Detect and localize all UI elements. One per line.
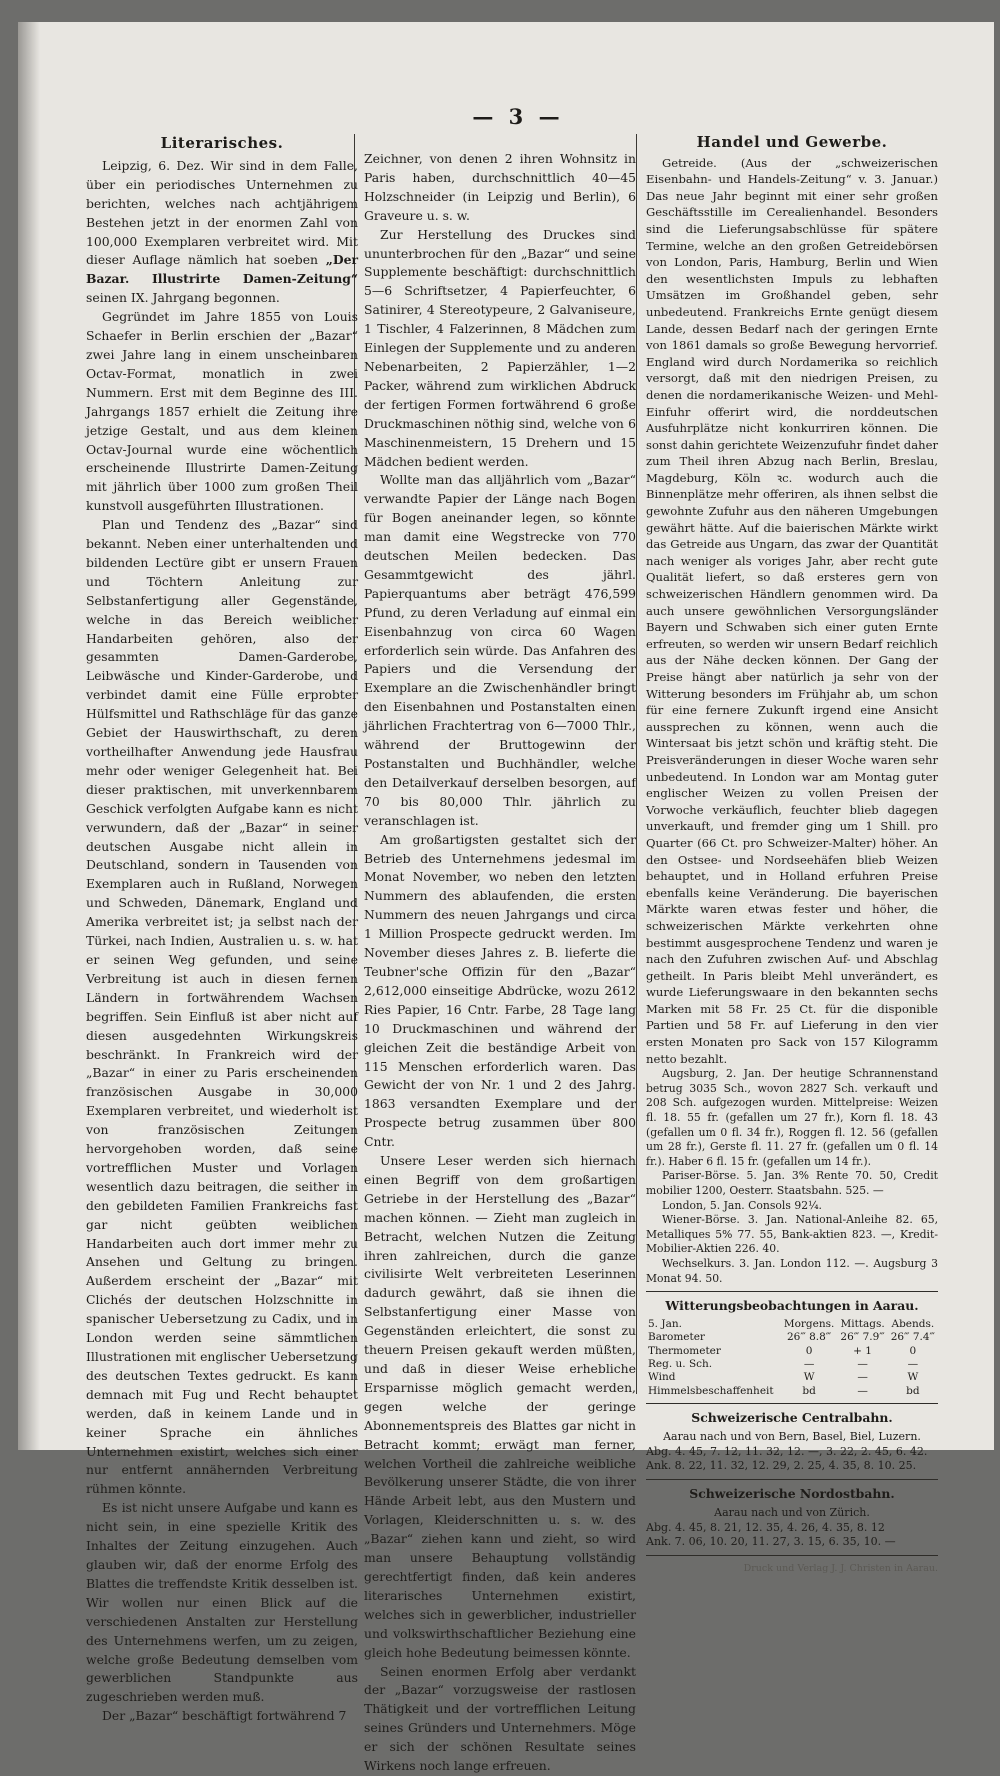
arrivals: Ank. 7. 06, 10. 20, 11. 27, 3. 15, 6. 35, 10. — [646, 1535, 896, 1549]
section-heading: Literarisches. [160, 134, 284, 152]
column-bazar-continued [364, 150, 636, 1776]
railway-route: Aarau nach und von Zürich. [714, 1505, 870, 1519]
paragraph: Getreide. (Aus der „schweizerischen Eisenbahn- und Handels-Zeitung“ v. 3. Januar.) Das neue Jahr beginnt mit einer sehr großen Geschäftsstille im Cerealienhandel. Besonders sind die Lieferungsabschlüsse für spätere Termine, welche an den großen Getreidebörsen von London, Paris, Hamburg, Berlin und Wien den wesentlichsten Impuls zu lebhaften Umsätzen im Großhandel geben, sehr unbedeutend. Frankreichs Ernte genügt diesem Lande, dessen Bedarf nach der geringen Ernte von 1861 damals so große Bewegung hervorrief. England wird durch Nordamerika so reichlich versorgt, daß mit den niedrigen Preisen, zu denen die nordamerikanische Weizen- und Mehl-Einfuhr offerirt wird, die norddeutschen Ausfuhrplätze nicht konkurriren können. Die sonst dahin gerichtete Weizenzufuhr findet daher zum Theil ihren Abzug nach Berlin, Breslau, Magdeburg, Köln ꝛc. wodurch auch die Binnenplätze mehr offeriren, als ihnen selbst die gewohnte Zufuhr aus den näheren Umgebungen gewährt hätte. Auf die baierischen Märkte wirkt das Getreide aus Ungarn, das zwar der Quantität nach weniger als voriges Jahr, aber recht gute Qualität liefert, so daß ersteres gern von schweizerischen Händlern genommen wird. Da auch unsere gewöhnlichen Versorgungsländer Bayern und Schwaben sich einer guten Ernte erfreuten, so werden wir unsern Bedarf reichlich aus der Nähe decken können. Der Gang der Preise hängt aber natürlich ja sehr von der Witterung besonders im Frühjahr ab, um schon für eine fernere Zukunft irgend eine Ansicht aussprechen zu können, wenn auch die Wintersaat bis jetzt schön und kräftig steht. Die Preisveränderungen in dieser Woche waren sehr unbedeutend. In London war am Montag guter englischer Weizen zu vollen Preisen der Vorwoche verkäuflich, feuchter blieb dagegen unverkauft, und fremder ging um 1 Shill. pro Quarter (66 Ct. pro Schweizer-Malter) höher. An den Ostsee- und Nordseehäfen blieb Weizen behauptet, und in Holland erfuhren Preise ebenfalls keine Veränderung. Die bayerischen Märkte waren etwas fester und höher, die schweizerischen Märkte verkehrten ohne bestimmt ausgesprochene Tendenz und waren je nach den Zufuhren zwischen Auf- und Abschlag getheilt. In Paris bleibt Mehl unverändert, es wurde Lieferungswaare in den bekannten sechs Marken mit 58 Fr. 25 Ct. für die disponible Partien und 58 Fr. auf Lieferung in den vier ersten Monaten pro Sack von 157 Kilogramm netto bezahlt. [646, 155, 938, 1066]
divider [646, 1479, 938, 1480]
paragraph-text: seinen IX. Jahrgang begonnen. [86, 290, 280, 306]
paragraph: Der „Bazar“ beschäftigt fortwährend 7 [102, 1708, 347, 1724]
weather-table [646, 1318, 938, 1398]
railway-title: Schweizerische Nordostbahn. [689, 1486, 895, 1502]
paragraph: Es ist nicht unsere Aufgabe und kann es nicht sein, in eine spezielle Kritik des Inhaltes der Zeitung einzugehen. Auch glauben wir, daß der enorme Erfolg des Blattes die treffendste Kritik desselben ist. Wir wollen nur einen Blick auf die verschiedenen Anstalten zur Herstellung des Unternehmens werfen, um zu zeigen, welche große Bedeutung demselben vom gewerblichen Standpunkte aus zugeschrieben werden muß. [86, 1500, 358, 1705]
railway-route: Aarau nach und von Bern, Basel, Biel, Luzern. [663, 1429, 921, 1443]
weather-cell: bd [802, 1384, 816, 1397]
weather-cell: 0 [909, 1344, 917, 1357]
arrivals: Ank. 8. 22, 11. 32, 12. 29, 2. 25, 4. 35, 8. 10. 25. [646, 1459, 917, 1473]
railway-timetable [646, 1506, 938, 1550]
weather-row [646, 1331, 938, 1344]
weather-title: Witterungsbeobachtungen in Aarau. [665, 1298, 919, 1314]
weather-cell: 26‴ 8.8‴ [786, 1331, 832, 1344]
paragraph: Seinen enormen Erfolg aber verdankt der „Bazar“ vorzugsweise der rastlosen Thätigkeit und der vortrefflichen Leitung seines Gründers und Unternehmers. Möge er sich der schönen Resultate seines Wirkens noch lange erfreuen. [364, 1663, 636, 1774]
paragraph: Plan und Tendenz des „Bazar“ sind bekannt. Neben einer unterhaltenden und bildenden Lectüre gibt er unsern Frauen und Töchtern Anleitung zur Selbstanfertigung aller Gegenstände, welche in das Bereich weiblicher Handarbeiten gehören, also der gesammten Damen-Garderobe, Leibwäsche und Kinder-Garderobe, und verbindet damit eine Fülle erprobter Hülfsmittel und Rathschläge für das ganze Gebiet der Hauswirthschaft, zu deren vortheilhafter Anwendung jede Hausfrau mehr oder weniger Gelegenheit hat. Bei dieser praktischen, mit unverkennbarem Geschick verfolgten Aufgabe kann es nicht verwundern, daß der „Bazar“ in seiner deutschen Ausgabe nicht allein in Deutschland, sondern in Tausenden von Exemplaren auch in Rußland, Norwegen und Schweden, Dänemark, England und Amerika verbreitet ist; ja selbst nach der Türkei, nach Indien, Australien u. s. w. hat er seinen Weg gefunden, und seine Verbreitung ist auch in diesen fernen Ländern in fortwährendem Wachsen begriffen. Sein Einfluß ist aber nicht auf diesen ausgedehnten Wirkungskreis beschränkt. In Frankreich wird der „Bazar“ in einer zu Paris erscheinenden französischen Ausgabe in 30,000 Exemplaren verbreitet, und wiederholt ist von französischen Zeitungen hervorgehoben worden, daß seine vortrefflichen Muster und Vorlagen wesentlich dazu beitragen, die seither in den gebildeten Familien Frankreichs fast gar nicht geübten weiblichen Handarbeiten auch dort immer mehr zu Ansehen und Geltung zu bringen. Außerdem erscheint der „Bazar“ mit Clichés der deutschen Holzschnitte in spanischer Uebersetzung zu Cadix, und in London werden seine sämmtlichen Illustrationen mit englischer Uebersetzung des deutschen Textes gedruckt. Es kann demnach mit Fug und Recht behauptet werden, daß in keinem Lande und in keiner Sprache ein ähnliches Unternehmen existirt, welches sich einer nur entfernt annähernden Verbreitung rühmen könnte. [86, 517, 358, 1497]
weather-header-cell: Morgens. [783, 1317, 835, 1330]
paragraph: Zeichner, von denen 2 ihren Wohnsitz in Paris haben, durchschnittlich 40—45 Holzschneider (in Leipzig und Berlin), 6 Graveure u. s. w. [364, 151, 636, 223]
departures: Abg. 4. 45, 7. 12, 11. 32, 12. —, 3. 22, 2. 45, 6. 42. [646, 1444, 928, 1458]
column-literarisches [86, 134, 358, 1726]
weather-row [646, 1385, 938, 1398]
weather-cell: — [857, 1384, 868, 1397]
imprint-line: Druck und Verlag J. J. Christen in Aarau. [743, 1563, 938, 1575]
paragraph: Gegründet im Jahre 1855 von Louis Schaefer in Berlin erschien der „Bazar“ zwei Jahre lang in einem unscheinbaren Octav-Format, monatlich in zwei Nummern. Erst mit dem Beginne des III. Jahrgangs 1857 erhielt die Zeitung ihre jetzige Gestalt, und aus dem kleinen Octav-Journal wurde eine wöchentlich erscheinende Illustrirte Damen-Zeitung mit jährlich über 1000 zum großen Theil kunstvoll ausgeführten Illustrationen. [86, 309, 358, 514]
paragraph: Wechselkurs. 3. Jan. London 112. —. Augsburg 3 Monat 94. 50. [646, 1256, 938, 1285]
paragraph: Pariser-Börse. 5. Jan. 3% Rente 70. 50, Credit mobilier 1200, Oesterr. Staatsbahn. 525. — [646, 1169, 938, 1197]
section-heading: Handel und Gewerbe. [696, 133, 888, 151]
weather-cell: + 1 [853, 1344, 872, 1357]
weather-cell: 0 [805, 1344, 813, 1357]
paragraph: Wiener-Börse. 3. Jan. National-Anleihe 82. 65, Metalliques 5% 77. 55, Bank-aktien 823. —, Kredit-Mobilier-Aktien 226. 40. [646, 1213, 938, 1256]
weather-cell: Himmelsbeschaffenheit [648, 1384, 774, 1397]
weather-cell: Barometer [648, 1331, 705, 1344]
paragraph [86, 157, 358, 308]
column-rule [636, 134, 637, 1394]
railway-timetable [646, 1430, 938, 1474]
paragraph: Am großartigsten gestaltet sich der Betrieb des Unternehmens jedesmal im Monat November, wo neben den letzten Nummern des ablaufenden, die ersten Nummern des neuen Jahrgangs und circa 1 Million Prospecte gedruckt werden. Im November dieses Jahres z. B. lieferte die Teubner'sche Offizin für den „Bazar“ 2,612,000 einseitige Abdrücke, wozu 2612 Ries Papier, 16 Cntr. Farbe, 28 Tage lang 10 Druckmaschinen und während der gleichen Zeit die beständige Arbeit von 115 Menschen erforderlich waren. Das Gewicht der von Nr. 1 und 2 des Jahrg. 1863 versandten Exemplare und der Prospecte betrug zusammen über 800 Cntr. [364, 831, 636, 1150]
weather-cell: — [803, 1357, 815, 1370]
newspaper-page [18, 22, 994, 1774]
paragraph: Augsburg, 2. Jan. Der heutige Schrannenstand betrug 3035 Sch., wovon 2827 Sch. verkauft und 208 Sch. aufgezogen wurden. Mittelpreise: Weizen fl. 18. 55 fr. (gefallen um 27 fr.), Korn fl. 18. 43 (gefallen um 0 fl. 34 fr.), Roggen fl. 12. 56 (gefallen um 28 fr.), Gerste fl. 11. 27 fr. (gefallen um 0 fl. 14 fr.). Haber 6 fl. 15 fr. (gefallen um 14 fr.). [646, 1067, 938, 1168]
column-handel-gewerbe [646, 134, 938, 1578]
departures: Abg. 4. 45, 8. 21, 12. 35, 4. 26, 4. 35, 8. 12 [646, 1520, 885, 1534]
paragraph: Zur Herstellung des Druckes sind ununterbrochen für den „Bazar“ und seine Supplemente beschäftigt: durchschnittlich 5—6 Schriftsetzer, 4 Papierfeuchter, 6 Satinirer, 4 Stereotypeure, 2 Galvaniseure, 1 Tischler, 4 Falzerinnen, 8 Mädchen zum Einlegen der Supplemente und zu anderen Nebenarbeiten, 2 Papierzähler, 1—2 Packer, während zum wirklichen Abdruck der fertigen Formen fortwährend 6 große Druckmaschinen nöthig sind, welche von 6 Maschinenmeistern, 15 Drehern und 15 Mädchen bedient werden. [364, 226, 636, 469]
weather-cell: Wind [648, 1371, 676, 1384]
divider [646, 1291, 938, 1292]
weather-row [646, 1358, 938, 1371]
magazine-title: „Der Bazar. Illustrirte Damen-Zeitung“ [86, 252, 358, 287]
weather-cell: — [907, 1357, 919, 1370]
divider [646, 1555, 938, 1556]
weather-header-cell: Mittags. [840, 1317, 885, 1330]
weather-header-cell: Abends. [891, 1317, 935, 1330]
paragraph: Unsere Leser werden sich hiernach einen Begriff von dem großartigen Getriebe in der Herstellung des „Bazar“ machen können. — Zieht man zugleich in Betracht, welchen Nutzen die Zeitung ihren zahlreichen, durch die ganze civilisirte Welt verbreiteten Leserinnen dadurch gewährt, daß sie ihnen die Selbstanfertigung einer Masse von Gegenständen erleichtert, die sonst zu theuern Preisen gekauft werden müßten, und daß in dieser Weise erhebliche Ersparnisse möglich gemacht werden, gegen welche der geringe Abonnementspreis des Blattes gar nicht in Betracht kommt; erwägt man ferner, welchen Vortheil die zahlreiche weibliche Bevölkerung unserer Städte, die von ihrer Hände Arbeit lebt, aus den Mustern und Vorlagen, Kleiderschnitten u. s. w. des „Bazar“ ziehen kann und zieht, so wird man unsere Behauptung vollständig gerechtfertigt finden, daß kein anderes literarisches Unternehmen existirt, welches sich in gewerblicher, industrieller und volkswirthschaftlicher Beziehung eine gleich hohe Bedeutung beimessen könnte. [364, 1153, 636, 1660]
weather-cell: bd [906, 1384, 920, 1397]
weather-cell: — [857, 1357, 868, 1370]
weather-row [646, 1371, 938, 1384]
railway-title: Schweizerische Centralbahn. [691, 1410, 893, 1426]
page-number: — 3 — [472, 104, 564, 129]
paragraph: London, 5. Jan. Consols 92¼. [662, 1198, 822, 1212]
weather-cell: W [907, 1371, 919, 1384]
weather-cell: 26‴ 7.9‴ [840, 1331, 885, 1344]
binding-shadow [18, 22, 40, 1450]
weather-row [646, 1345, 938, 1358]
paragraph-text: Leipzig, 6. Dez. Wir sind in dem Falle, über ein periodisches Unternehmen zu berichten, welches nach achtjährigem Bestehen jetzt in der enormen Zahl von 100,000 Exemplaren verbreitet wird. Mit dieser Auflage nämlich hat soeben [86, 157, 358, 268]
divider [646, 1403, 938, 1404]
weather-cell: Reg. u. Sch. [648, 1357, 713, 1370]
weather-cell: W [803, 1371, 815, 1384]
weather-header-cell: 5. Jan. [648, 1317, 682, 1330]
weather-cell: Thermometer [648, 1344, 721, 1357]
weather-header-row [646, 1318, 938, 1331]
paragraph: Wollte man das alljährlich vom „Bazar“ verwandte Papier der Länge nach Bogen für Bogen aneinander legen, so könnte man damit eine Wegstrecke von 770 deutschen Meilen bedecken. Das Gesammtgewicht des jährl. Papierquantums aber beträgt 476,599 Pfund, zu deren Verladung auf einmal ein Eisenbahnzug von circa 60 Wagen erforderlich sein würde. Das Anfahren des Papiers und die Versendung der Exemplare an die Zwischenhändler bringt den Eisenbahnen und Postanstalten einen jährlichen Frachtertrag von 6—7000 Thlr., während der Bruttogewinn der Postanstalten und Buchhändler, welche den Detailverkauf derselben besorgen, auf 70 bis 80,000 Thlr. jährlich zu veranschlagen ist. [364, 472, 636, 828]
weather-cell: 26‴ 7.4‴ [890, 1331, 936, 1344]
weather-cell: — [857, 1371, 868, 1384]
